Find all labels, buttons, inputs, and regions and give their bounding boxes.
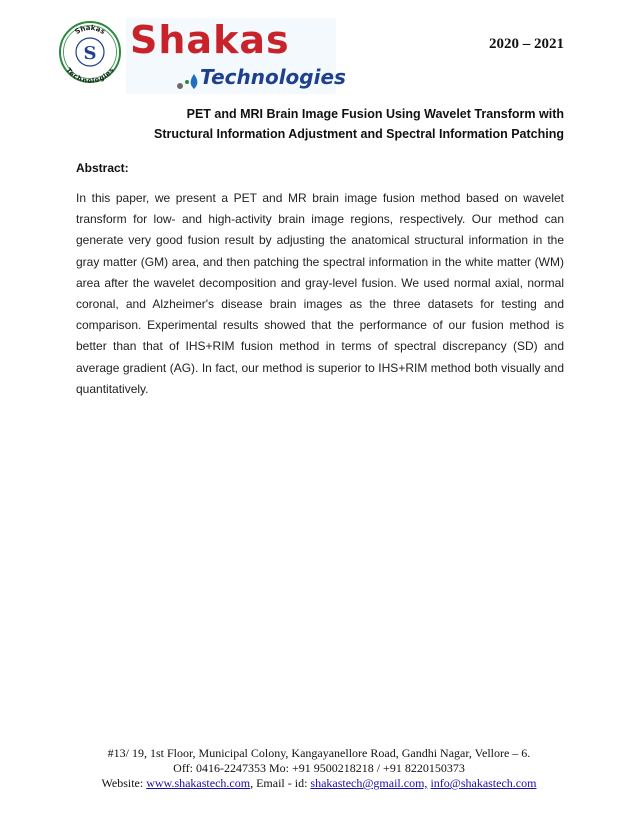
company-wordmark-logo	[126, 18, 346, 94]
website-label: Website:	[101, 776, 147, 790]
svg-text:Shakas: Shakas	[73, 23, 107, 37]
logo-subname: Technologies	[200, 65, 346, 89]
svg-text:S: S	[83, 43, 97, 64]
paper-title-line-2: Structural Information Adjustment and Spectral Information Patching	[154, 127, 564, 141]
footer-contact	[40, 776, 598, 791]
logo-name: Shakas	[130, 18, 290, 62]
logo-droplets-icon	[174, 70, 200, 92]
paper-title-line-1: PET and MRI Brain Image Fusion Using Wavelet Transform with	[186, 107, 564, 121]
svg-text:Technologies: Technologies	[64, 66, 116, 84]
email-link-1[interactable]: shakastech@gmail.com,	[310, 776, 428, 790]
email-label: , Email - id:	[250, 776, 311, 790]
abstract-body: In this paper, we present a PET and MR brain image fusion method based on wavelet transform for low- and high-activity brain image regions, respectively. Our method can generate very good fusion result by adjusting the anatomical structural information in the gray matter (GM) area, and then patching the spectral information in the white matter (WM) area after the wavelet decomposition and gray-level fusion. We used normal axial, normal coronal, and Alzheimer's disease brain images as the three datasets for testing and comparison. Experimental results showed that the performance of our fusion method is better than that of IHS+RIM fusion method in terms of spectral discrepancy (SD) and average gradient (AG). In fact, our method is superior to IHS+RIM method both visually and quantitatively.	[76, 191, 564, 396]
website-link[interactable]: www.shakastech.com	[146, 776, 251, 790]
abstract-heading: Abstract:	[76, 161, 129, 175]
email-link-2[interactable]: info@shakastech.com	[430, 776, 537, 790]
academic-year: 2020 – 2021	[489, 36, 564, 52]
footer-phone: Off: 0416-2247353 Mo: +91 9500218218 / +91 8220150373	[173, 761, 465, 775]
company-seal-logo	[58, 20, 122, 84]
footer-address: #13/ 19, 1st Floor, Municipal Colony, Kangayanellore Road, Gandhi Nagar, Vellore – 6.	[107, 746, 531, 760]
